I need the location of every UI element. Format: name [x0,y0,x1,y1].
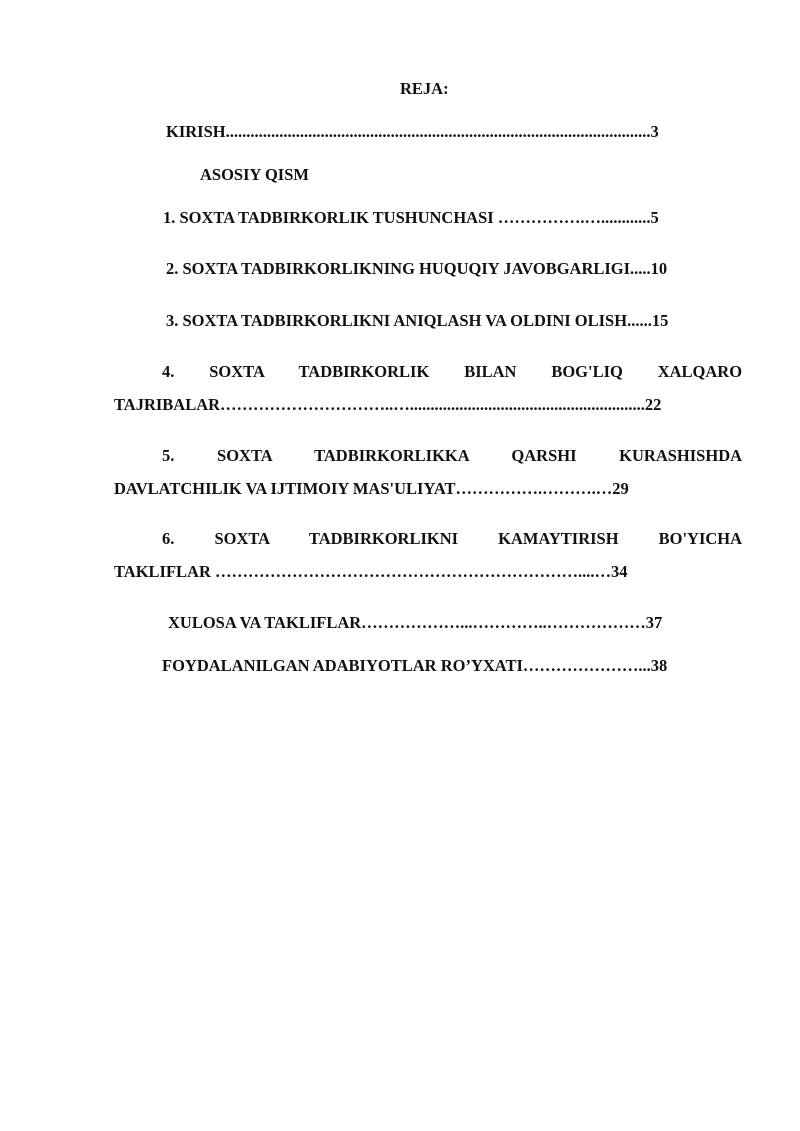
toc-entry-xulosa: XULOSA VA TAKLIFLAR………………...…………..………………37 [168,613,663,632]
toc-word: SOXTA [209,362,264,381]
toc-entry-2: 2. SOXTA TADBIRKORLIKNING HUQUQIY JAVOBGARLIGI.....10 [166,259,668,278]
toc-entry-1: 1. SOXTA TADBIRKORLIK TUSHUNCHASI …………….…............5 [163,208,659,227]
toc-word: KAMAYTIRISH [498,529,619,548]
toc-entry-adabiyotlar: FOYDALANILGAN ADABIYOTLAR RO’YXATI…………………...38 [162,656,668,675]
toc-title: REJA: [400,79,449,98]
toc-word: BO'YICHA [658,529,743,548]
toc-word: QARSHI [511,446,577,465]
toc-entry-4-line2: TAJRIBALAR…………………………..….........................................................22 [114,395,662,414]
toc-entry-5-line2: DAVLATCHILIK VA IJTIMOIY MAS'ULIYAT…………….……….…29 [114,479,629,498]
toc-word: 6. [162,529,175,548]
toc-word: XALQARO [657,362,743,381]
toc-word: SOXTA [214,529,270,548]
toc-entry-4-line1 [162,362,742,382]
toc-word: KURASHISHDA [619,446,743,465]
toc-section-asosiy-qism: ASOSIY QISM [200,165,309,184]
toc-word: 5. [162,446,175,465]
toc-word: TADBIRKORLIKKA [314,446,469,465]
toc-word: BOG'LIQ [551,362,623,381]
toc-entry-3: 3. SOXTA TADBIRKORLIKNI ANIQLASH VA OLDINI OLISH......15 [166,311,669,330]
toc-word: SOXTA [217,446,272,465]
toc-entry-6-line2: TAKLIFLAR …………………………………………………………....…34 [114,562,628,581]
toc-word: BILAN [464,362,517,381]
toc-entry-5-line1 [162,446,742,466]
toc-word: TADBIRKORLIK [298,362,430,381]
toc-entry-kirish: KIRISH.......................................................................................................3 [166,122,659,141]
toc-word: TADBIRKORLIKNI [308,529,459,548]
toc-word: 4. [162,362,175,381]
toc-entry-6-line1 [162,529,742,549]
